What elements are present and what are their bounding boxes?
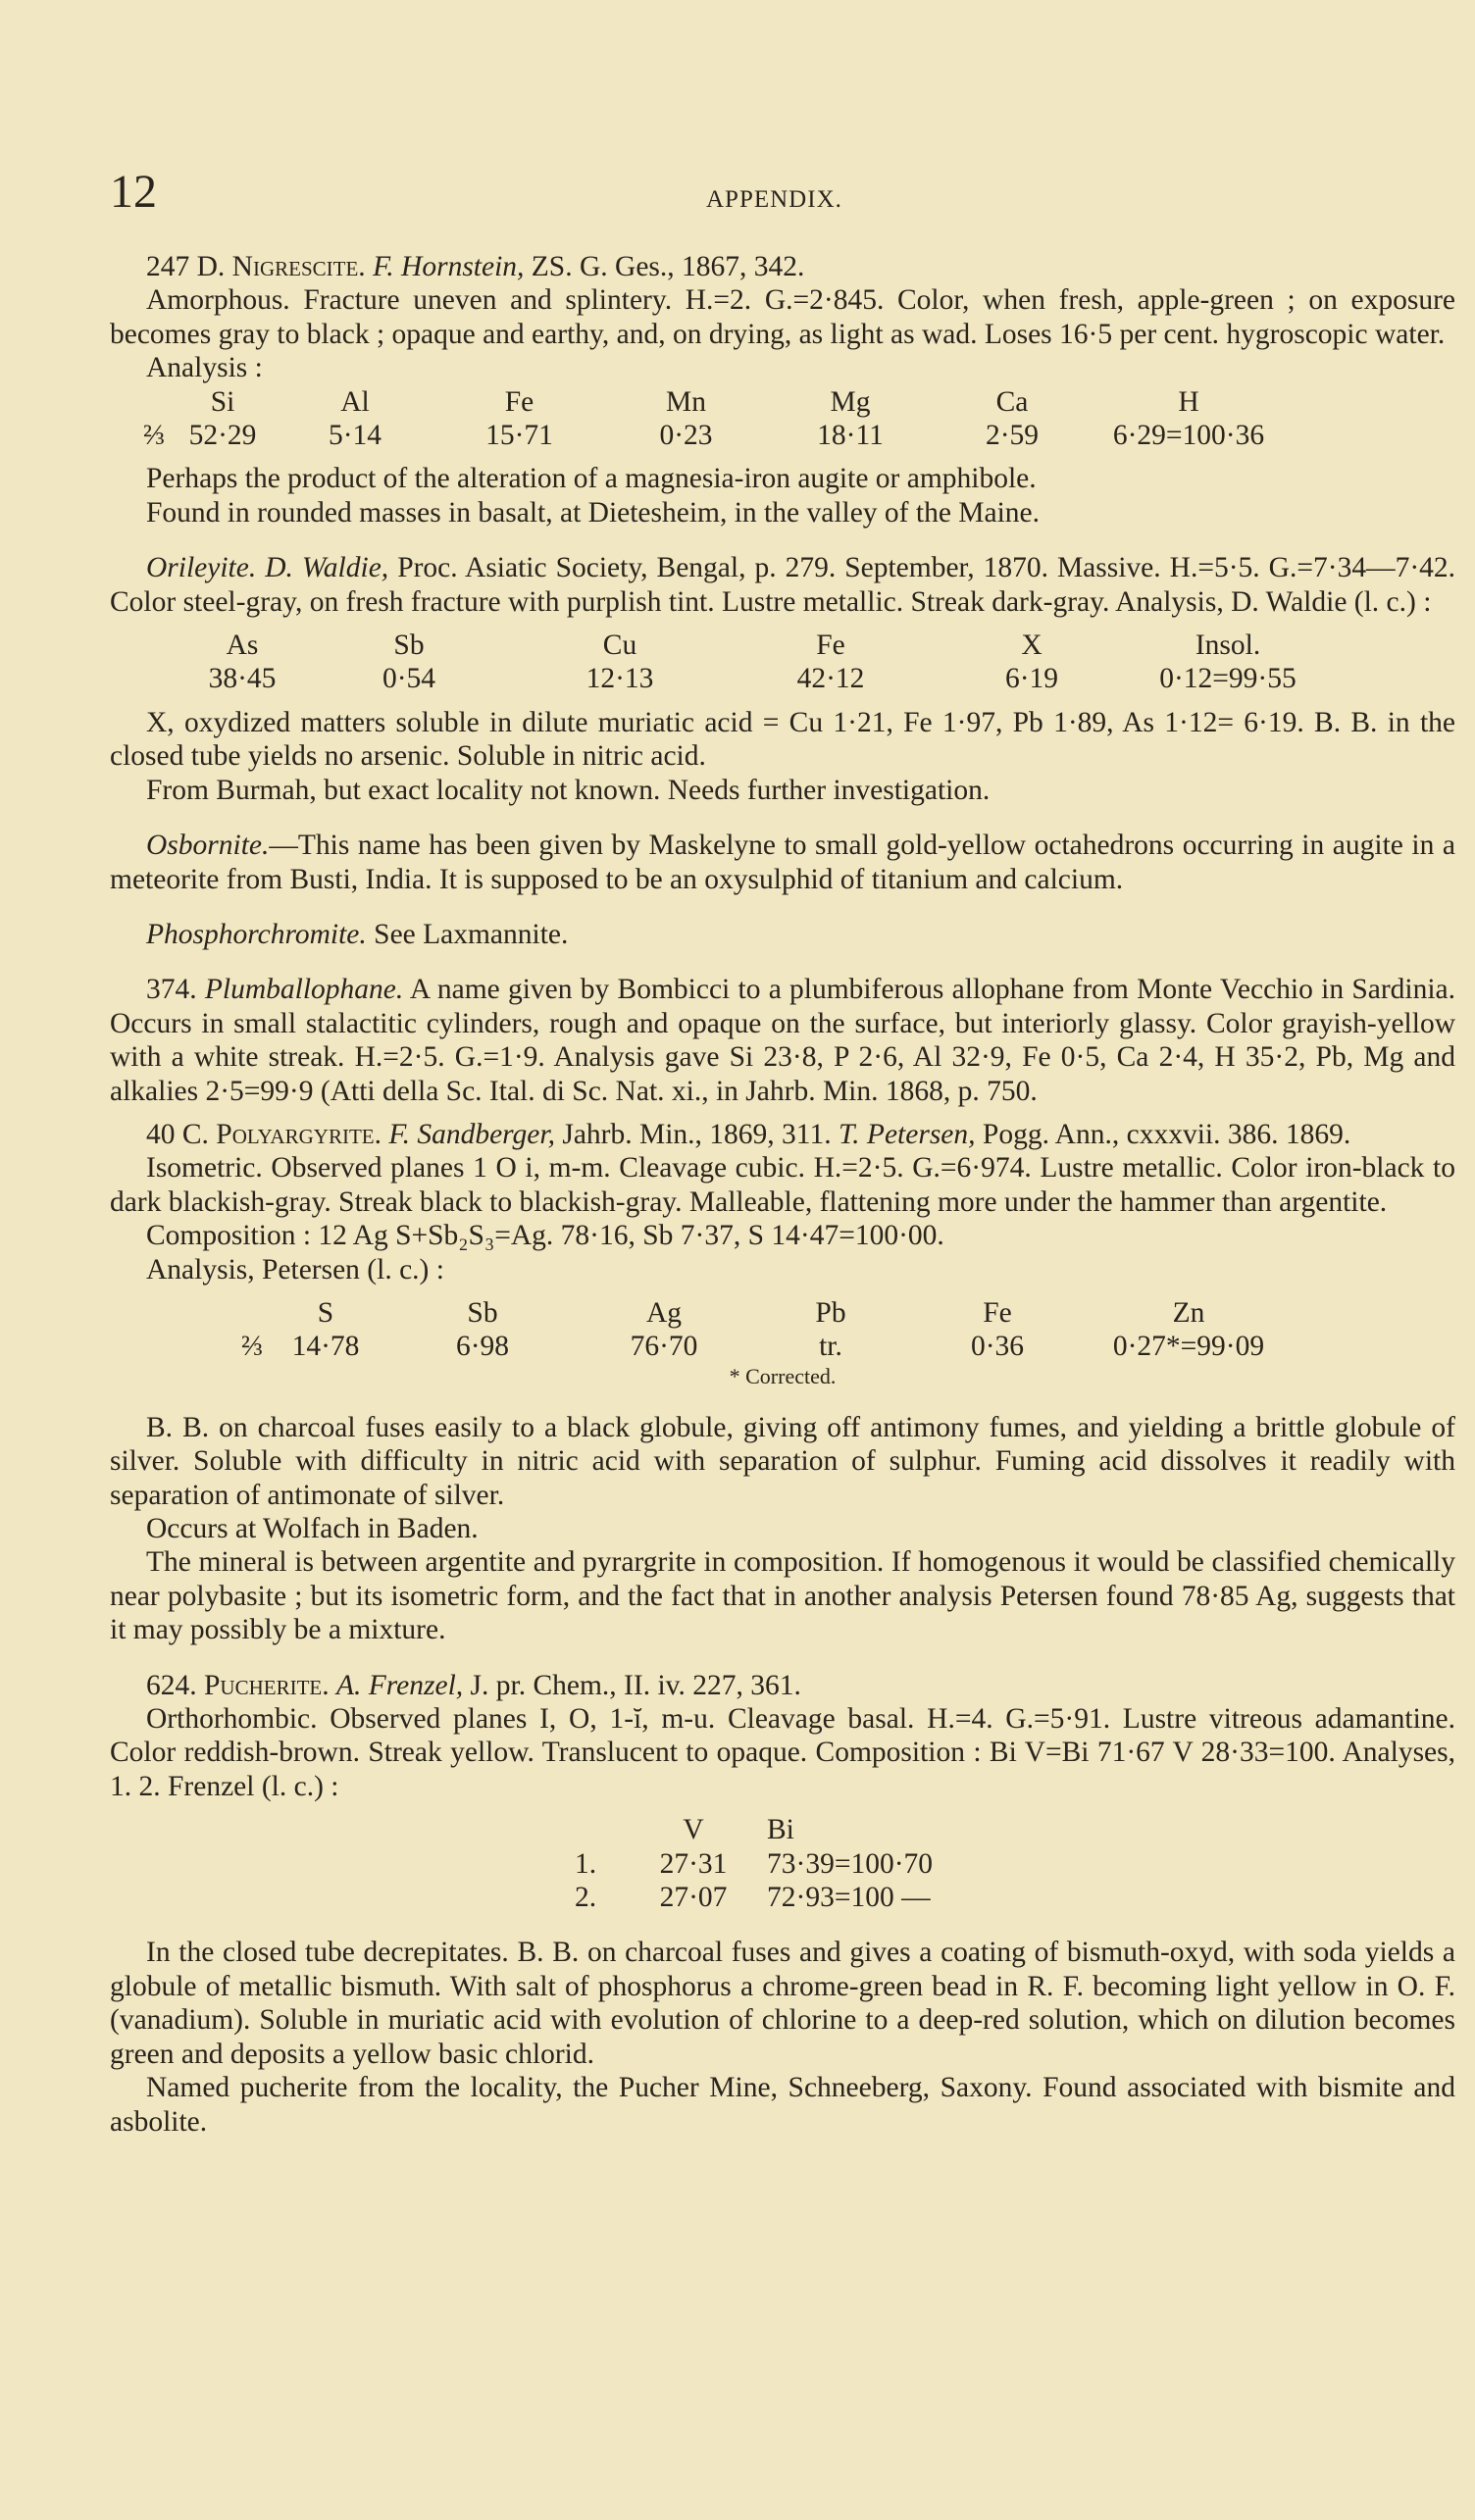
page-body xyxy=(110,250,1455,2139)
polyargyrite-occurrence: Occurs at Wolfach in Baden. xyxy=(146,1513,479,1544)
table-cell: 0·27*=99·09 xyxy=(1112,1331,1265,1363)
table-cell: 52·29 xyxy=(188,420,257,452)
column-header: X xyxy=(1021,630,1043,662)
row-number: 2. xyxy=(574,1882,597,1914)
column-header: Pb xyxy=(815,1296,846,1329)
table-cell: 18·11 xyxy=(817,420,884,452)
column-header: Si xyxy=(210,385,235,418)
column-header: V xyxy=(683,1814,704,1846)
polyargyrite-heading: 40 C. Polyargyrite. F. Sandberger, Jahrb. Min., 1869, 311. T. Petersen, Pogg. Ann., cxxxvii. 386. 1869. xyxy=(146,1118,1351,1150)
table-cell: 6·98 xyxy=(455,1331,510,1363)
column-header: Fe xyxy=(816,630,845,662)
table-cell: 42·12 xyxy=(796,663,865,695)
table-cell: 38·45 xyxy=(208,663,277,695)
pucherite-analysis-table xyxy=(551,1813,1012,1914)
table-row xyxy=(551,1881,1012,1914)
table-cell: 0·36 xyxy=(970,1331,1025,1363)
polyargyrite-remark: The mineral is between argentite and pyrargrite in composition. If homogenous it would be classified chemically near polybasite ; but its isometric form, and the fact that in another analysis Petersen found 78·85 Ag, suggests that it may possibly be a mixture. xyxy=(110,1546,1455,1646)
table-cell: 0·23 xyxy=(659,420,713,452)
table-cell: 15·71 xyxy=(485,420,553,452)
column-header: Cu xyxy=(602,630,637,662)
table-cell: 12·13 xyxy=(585,663,654,695)
table-row xyxy=(237,1330,1297,1363)
pucherite-naming: Named pucherite from the locality, the Pucher Mine, Schneeberg, Saxony. Found associated with bismite and asbolite. xyxy=(110,2072,1455,2138)
nigrescite-analysis-label: Analysis : xyxy=(146,352,263,384)
table-row xyxy=(551,1813,1012,1846)
column-header: Mg xyxy=(830,385,871,418)
column-header: Ag xyxy=(645,1296,683,1329)
table-cell: tr. xyxy=(819,1331,842,1363)
table-cell: 0·12=99·55 xyxy=(1159,663,1297,695)
orileyite-notes: X, oxydized matters soluble in dilute muriatic acid = Cu 1·21, Fe 1·97, Pb 1·89, As 1·12= 6·19. B. B. in the closed tube yields no arsenic. Soluble in nitric acid. xyxy=(110,706,1455,773)
table-row xyxy=(139,419,1287,452)
nigrescite-analysis-table xyxy=(139,385,1287,453)
table-cell: 27·07 xyxy=(659,1882,728,1914)
table-row xyxy=(551,1847,1012,1881)
page-number: 12 xyxy=(110,166,157,218)
column-header: S xyxy=(317,1296,334,1329)
column-header: Fe xyxy=(504,385,534,418)
nigrescite-description: Amorphous. Fracture uneven and splintery. H.=2. G.=2·845. Color, when fresh, apple-green ; on exposure becomes gray to black ; opaque and earthy, and, on drying, as light as wad. Loses 16·5 per cent. hygroscopic water. xyxy=(110,284,1455,350)
table-row xyxy=(188,662,1336,695)
row-number: 1. xyxy=(574,1847,597,1880)
table-cell: 76·70 xyxy=(630,1331,698,1363)
table-footnote: * Corrected. xyxy=(729,1363,837,1388)
orileyite-entry: Orileyite. D. Waldie, Proc. Asiatic Society, Bengal, p. 279. September, 1870. Massive. H.=5·5. G.=7·34—7·42. Color steel-gray, on fresh fracture with purplish tint. Lustre metallic. Streak dark-gray. Analysis, D. Waldie (l. c.) : xyxy=(110,552,1456,618)
nigrescite-remark: Perhaps the product of the alteration of a magnesia-iron augite or amphibole. xyxy=(146,463,1037,495)
polyargyrite-analysis-label: Analysis, Petersen (l. c.) : xyxy=(146,1253,444,1285)
table-cell: 27·31 xyxy=(659,1847,728,1880)
nigrescite-locality: Found in rounded masses in basalt, at Dietesheim, in the valley of the Maine. xyxy=(146,496,1041,529)
table-cell: 2·59 xyxy=(985,420,1040,452)
table-row xyxy=(237,1296,1297,1330)
phosphorchromite-entry: Phosphorchromite. See Laxmannite. xyxy=(146,918,569,950)
table-cell: 5·14 xyxy=(328,420,382,452)
column-header: Zn xyxy=(1172,1296,1205,1329)
pucherite-heading: 624. Pucherite. A. Frenzel, J. pr. Chem., II. iv. 227, 361. xyxy=(146,1669,801,1701)
table-cell: 73·39=100·70 xyxy=(767,1847,934,1880)
table-cell: 0·54 xyxy=(381,663,436,695)
orileyite-locality: From Burmah, but exact locality not known. Needs further investigation. xyxy=(146,774,991,806)
table-cell: 72·93=100 — xyxy=(767,1882,931,1914)
pucherite-blowpipe: In the closed tube decrepitates. B. B. on charcoal fuses and gives a coating of bismuth-oxyd, with soda yields a globule of metallic bismuth. With salt of phosphorus a chrome-green bead in R. F. becoming light yellow in O. F. (vanadium). Soluble in muriatic acid with evolution of chlorine to a deep-red solution, which on dilution becomes green and deposits a yellow basic chlorid. xyxy=(110,1937,1455,2070)
running-head: APPENDIX. xyxy=(706,186,842,213)
pucherite-description: Orthorhombic. Observed planes I, O, 1-ĭ, m-u. Cleavage basal. H.=4. G.=5·91. Lustre vitreous adamantine. Color reddish-brown. Streak yellow. Translucent to opaque. Composition : Bi V=Bi 71·67 V 28·33=100. Analyses, 1. 2. Frenzel (l. c.) : xyxy=(110,1703,1455,1802)
column-header: Al xyxy=(340,385,370,418)
column-header: Sb xyxy=(393,630,425,662)
table-row xyxy=(139,385,1287,419)
nigrescite-heading: 247 D. Nigrescite. F. Hornstein, ZS. G. Ges., 1867, 342. xyxy=(146,251,805,282)
column-header: Bi xyxy=(767,1814,794,1846)
column-header: Insol. xyxy=(1195,630,1261,662)
polyargyrite-description: Isometric. Observed planes 1 O i, m-m. Cleavage cubic. H.=2·5. G.=6·974. Lustre metallic. Color iron-black to dark blackish-gray. Streak black to blackish-gray. Malleable, flattening more under the hammer than argentite. xyxy=(110,1152,1455,1218)
column-header: Mn xyxy=(666,385,706,418)
column-header: Fe xyxy=(983,1296,1012,1329)
column-header: H xyxy=(1178,385,1199,418)
polyargyrite-composition: Composition : 12 Ag S+Sb₂S₃=Ag. 78·16, Sb 7·37, S 14·47=100·00. xyxy=(146,1220,944,1252)
row-prefix: ⅔ xyxy=(142,420,166,452)
row-prefix: ⅔ xyxy=(240,1331,264,1363)
polyargyrite-blowpipe: B. B. on charcoal fuses easily to a black globule, giving off antimony fumes, and yielding a brittle globule of silver. Soluble with difficulty in nitric acid with separation of sulphur. Fuming acid dissolves it readily with separation of antimonate of silver. xyxy=(110,1411,1455,1511)
column-header: As xyxy=(226,630,259,662)
column-header: Sb xyxy=(467,1296,498,1329)
table-cell: 14·78 xyxy=(291,1331,360,1363)
osbornite-entry: Osbornite.—This name has been given by Maskelyne to small gold-yellow octahedrons occurring in augite in a meteorite from Busti, India. It is supposed to be an oxysulphid of titanium and calcium. xyxy=(110,830,1455,895)
table-cell: 6·19 xyxy=(1004,663,1059,695)
table-row xyxy=(188,629,1336,662)
table-cell: 6·29=100·36 xyxy=(1112,420,1265,452)
orileyite-analysis-table xyxy=(188,629,1336,696)
plumballophane-entry: 374. Plumballophane. A name given by Bombicci to a plumbiferous allophane from Monte Vecchio in Sardinia. Occurs in small stalactitic cylinders, rough and opaque on the surface, but interiorly glassy. Color grayish-yellow with a white streak. H.=2·5. G.=1·9. Analysis gave Si 23·8, P 2·6, Al 32·9, Fe 0·5, Ca 2·4, H 35·2, Pb, Mg and alkalies 2·5=99·9 (Atti della Sc. Ital. di Sc. Nat. xi., in Jahrb. Min. 1868, p. 750. xyxy=(110,974,1456,1107)
column-header: Ca xyxy=(995,385,1029,418)
polyargyrite-analysis-table xyxy=(237,1296,1297,1364)
